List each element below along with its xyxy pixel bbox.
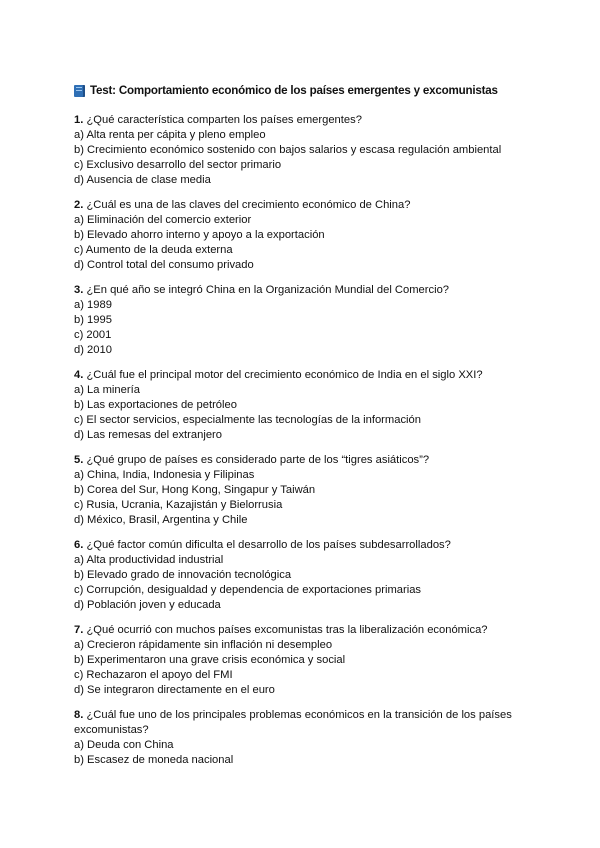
answer-option-d: d) Las remesas del extranjero xyxy=(74,429,222,441)
test-title-text: Test: Comportamiento económico de los países emergentes y excomunistas xyxy=(90,84,498,97)
book-icon xyxy=(74,85,85,97)
question-8 xyxy=(74,708,519,768)
question-number: 5. xyxy=(74,454,84,466)
answer-option-b: b) Crecimiento económico sostenido con bajos salarios y escasa regulación ambiental xyxy=(74,144,502,156)
question-2-prompt xyxy=(74,198,534,213)
answer-option-d: d) Población joven y educada xyxy=(74,599,221,611)
question-4-prompt xyxy=(74,368,534,383)
question-4 xyxy=(74,368,534,443)
question-5 xyxy=(74,453,534,528)
question-2 xyxy=(74,198,534,273)
question-number: 7. xyxy=(74,624,84,636)
question-number: 3. xyxy=(74,284,84,296)
answer-option-c: c) Rusia, Ucrania, Kazajistán y Bielorrusia xyxy=(74,499,283,511)
answer-option-c: c) Exclusivo desarrollo del sector primario xyxy=(74,159,282,171)
answer-option-a: a) 1989 xyxy=(74,299,112,311)
question-text: ¿Qué grupo de países es considerado parte de los “tigres asiáticos”? xyxy=(86,454,430,466)
answer-option-d: d) México, Brasil, Argentina y Chile xyxy=(74,514,248,526)
question-number: 2. xyxy=(74,199,84,211)
answer-option-b: b) Elevado ahorro interno y apoyo a la exportación xyxy=(74,229,325,241)
answer-option-a: a) Alta renta per cápita y pleno empleo xyxy=(74,129,266,141)
answer-option-d: d) Control total del consumo privado xyxy=(74,259,254,271)
answer-option-d: d) Ausencia de clase media xyxy=(74,174,211,186)
answer-option-b: b) Las exportaciones de petróleo xyxy=(74,399,237,411)
answer-option-b: b) Escasez de moneda nacional xyxy=(74,754,234,766)
question-text: ¿Qué ocurrió con muchos países excomunistas tras la liberalización económica? xyxy=(86,624,488,636)
answer-option-b: b) 1995 xyxy=(74,314,112,326)
answer-option-a: a) Deuda con China xyxy=(74,739,174,751)
question-number: 6. xyxy=(74,539,84,551)
question-text: ¿Qué factor común dificulta el desarrollo de los países subdesarrollados? xyxy=(86,539,451,551)
question-1-prompt xyxy=(74,113,534,128)
answer-option-b: b) Experimentaron una grave crisis económica y social xyxy=(74,654,346,666)
question-3-prompt xyxy=(74,283,534,298)
question-number: 8. xyxy=(74,709,84,721)
question-text: ¿Cuál fue el principal motor del crecimiento económico de India en el siglo XXI? xyxy=(86,369,483,381)
question-7-prompt xyxy=(74,623,534,638)
question-text: ¿Cuál fue uno de los principales problemas económicos en la transición de los países excomunistas? xyxy=(74,709,512,736)
question-8-prompt xyxy=(74,708,519,738)
question-number: 1. xyxy=(74,114,84,126)
answer-option-c: c) Corrupción, desigualdad y dependencia de exportaciones primarias xyxy=(74,584,422,596)
answer-option-a: a) Eliminación del comercio exterior xyxy=(74,214,252,226)
answer-option-d: d) 2010 xyxy=(74,344,112,356)
question-text: ¿Qué característica comparten los países emergentes? xyxy=(86,114,362,126)
answer-option-d: d) Se integraron directamente en el euro xyxy=(74,684,275,696)
question-7 xyxy=(74,623,534,698)
answer-option-a: a) Crecieron rápidamente sin inflación ni desempleo xyxy=(74,639,333,651)
question-6 xyxy=(74,538,534,613)
answer-option-b: b) Corea del Sur, Hong Kong, Singapur y Taiwán xyxy=(74,484,316,496)
question-6-prompt xyxy=(74,538,534,553)
question-text: ¿En qué año se integró China en la Organización Mundial del Comercio? xyxy=(86,284,450,296)
answer-option-a: a) China, India, Indonesia y Filipinas xyxy=(74,469,255,481)
answer-option-c: c) 2001 xyxy=(74,329,112,341)
question-text: ¿Cuál es una de las claves del crecimiento económico de China? xyxy=(86,199,411,211)
answer-option-c: c) El sector servicios, especialmente las tecnologías de la información xyxy=(74,414,421,426)
answer-option-b: b) Elevado grado de innovación tecnológica xyxy=(74,569,292,581)
answer-option-a: a) Alta productividad industrial xyxy=(74,554,224,566)
answer-option-c: c) Rechazaron el apoyo del FMI xyxy=(74,669,233,681)
question-5-prompt xyxy=(74,453,534,468)
test-title xyxy=(74,84,498,97)
answer-option-a: a) La minería xyxy=(74,384,140,396)
question-1 xyxy=(74,113,534,188)
question-number: 4. xyxy=(74,369,84,381)
answer-option-c: c) Aumento de la deuda externa xyxy=(74,244,233,256)
question-3 xyxy=(74,283,534,358)
